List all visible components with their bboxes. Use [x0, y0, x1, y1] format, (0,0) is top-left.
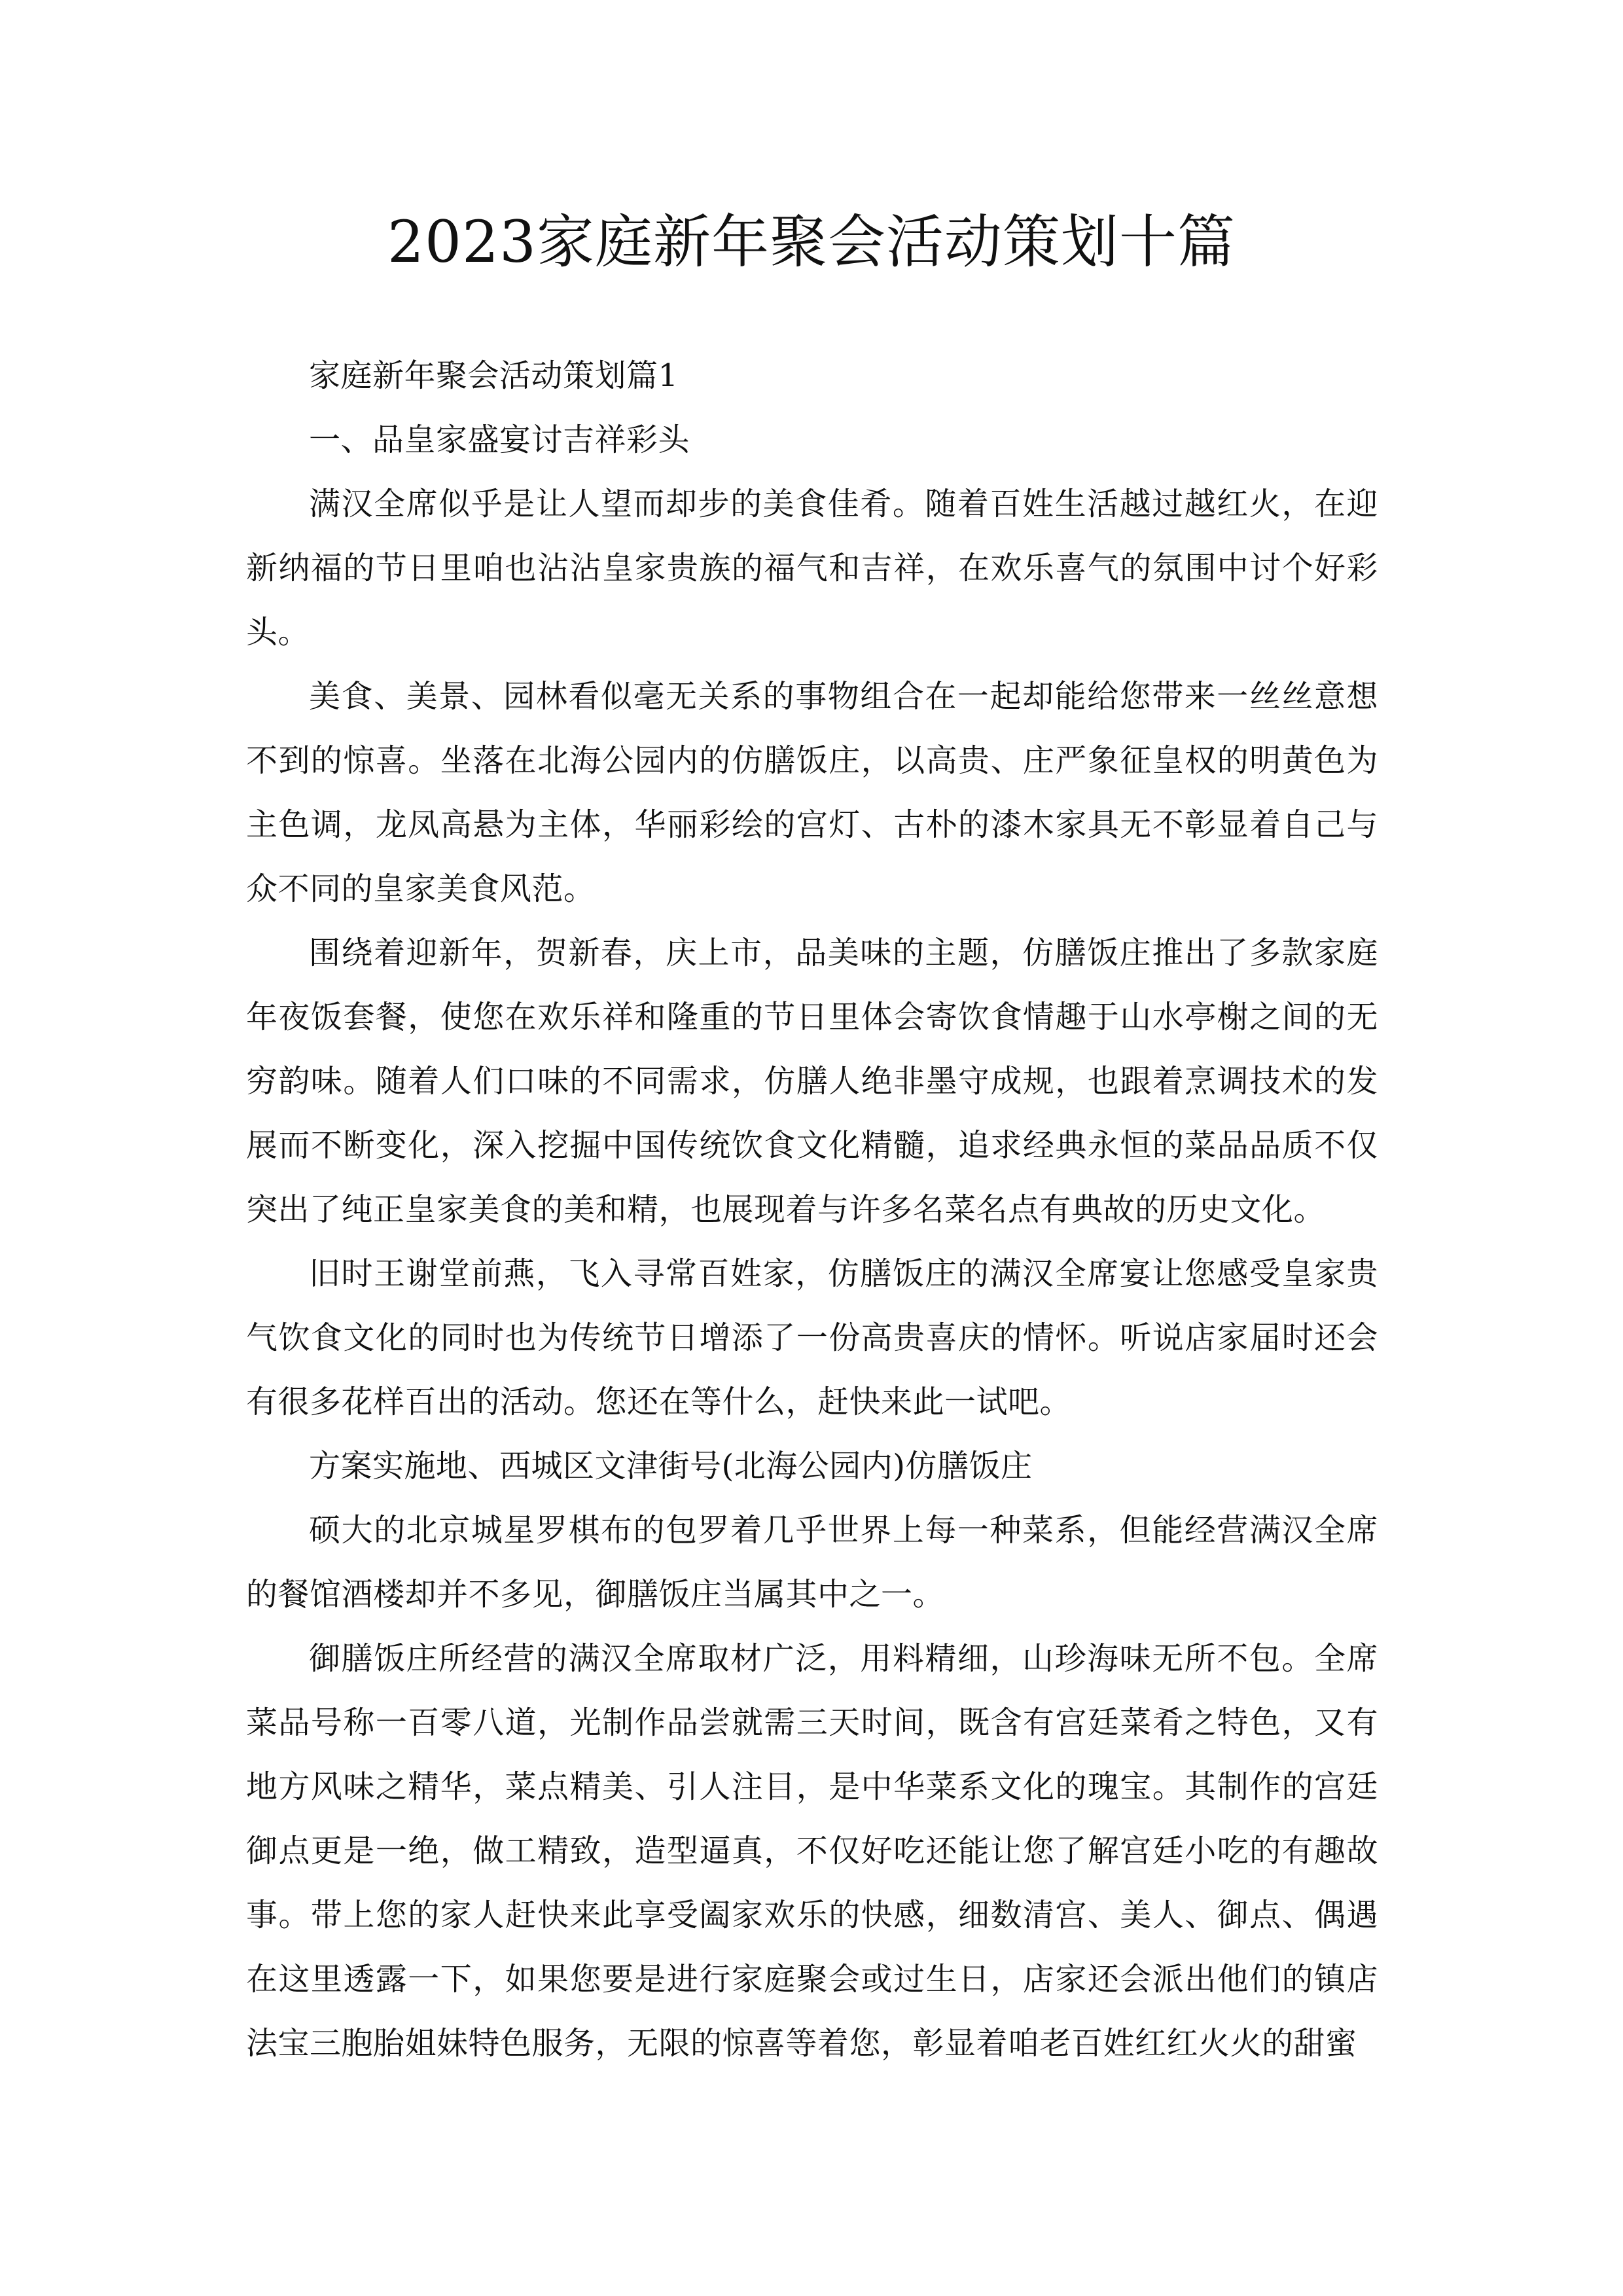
paragraph: 旧时王谢堂前燕，飞入寻常百姓家，仿膳饭庄的满汉全席宴让您感受皇家贵气饮食文化的同时也为传统节日增添了一份高贵喜庆的情怀。听说店家届时还会有很多花样百出的活动。您还在等什么，赶快来此一试吧。 — [246, 1255, 1378, 1420]
paragraph: 御膳饭庄所经营的满汉全席取材广泛，用料精细，山珍海味无所不包。全席菜品号称一百零八道，光制作品尝就需三天时间，既含有宫廷菜肴之特色，又有地方风味之精华，菜点精美、引人注目，是中华菜系文化的瑰宝。其制作的宫廷御点更是一绝，做工精致，造型逼真，不仅好吃还能让您了解宫廷小吃的有趣故事。带上您的家人赶快来此享受阖家欢乐的快感，细数清宫、美人、御点、偶遇在这里透露一下，如果您要是进行家庭聚会或过生日，店家还会派出他们的镇店法宝三胞胎姐妹特色服务，无限的惊喜等着您，彰显着咱老百姓红红火火的甜蜜 — [246, 1640, 1378, 2062]
document-title: 2023家庭新年聚会活动策划十篇 — [387, 208, 1236, 276]
paragraph: 方案实施地、西城区文津街号(北海公园内)仿膳饭庄 — [309, 1448, 1033, 1484]
document-body — [246, 344, 1378, 2075]
paragraph: 围绕着迎新年，贺新春，庆上市，品美味的主题，仿膳饭庄推出了多款家庭年夜饭套餐，使您在欢乐祥和隆重的节日里体会寄饮食情趣于山水亭榭之间的无穷韵味。随着人们口味的不同需求，仿膳人绝非墨守成规，也跟着烹调技术的发展而不断变化，深入挖掘中国传统饮食文化精髓，追求经典永恒的菜品品质不仅突出了纯正皇家美食的美和精，也展现着与许多名菜名点有典故的历史文化。 — [246, 935, 1378, 1228]
paragraph: 硕大的北京城星罗棋布的包罗着几乎世界上每一种菜系，但能经营满汉全席的餐馆酒楼却并不多见，御膳饭庄当属其中之一。 — [246, 1512, 1378, 1613]
section-heading: 家庭新年聚会活动策划篇1 — [309, 357, 679, 394]
paragraph: 满汉全席似乎是让人望而却步的美食佳肴。随着百姓生活越过越红火，在迎新纳福的节日里咱也沾沾皇家贵族的福气和吉祥，在欢乐喜气的氛围中讨个好彩头。 — [246, 486, 1378, 651]
paragraph: 美食、美景、园林看似毫无关系的事物组合在一起却能给您带来一丝丝意想不到的惊喜。坐落在北海公园内的仿膳饭庄，以高贵、庄严象征皇权的明黄色为主色调，龙凤高悬为主体，华丽彩绘的宫灯、古朴的漆木家具无不彰显着自己与众不同的皇家美食风范。 — [246, 678, 1378, 907]
subsection-heading: 一、品皇家盛宴讨吉祥彩头 — [309, 422, 690, 458]
